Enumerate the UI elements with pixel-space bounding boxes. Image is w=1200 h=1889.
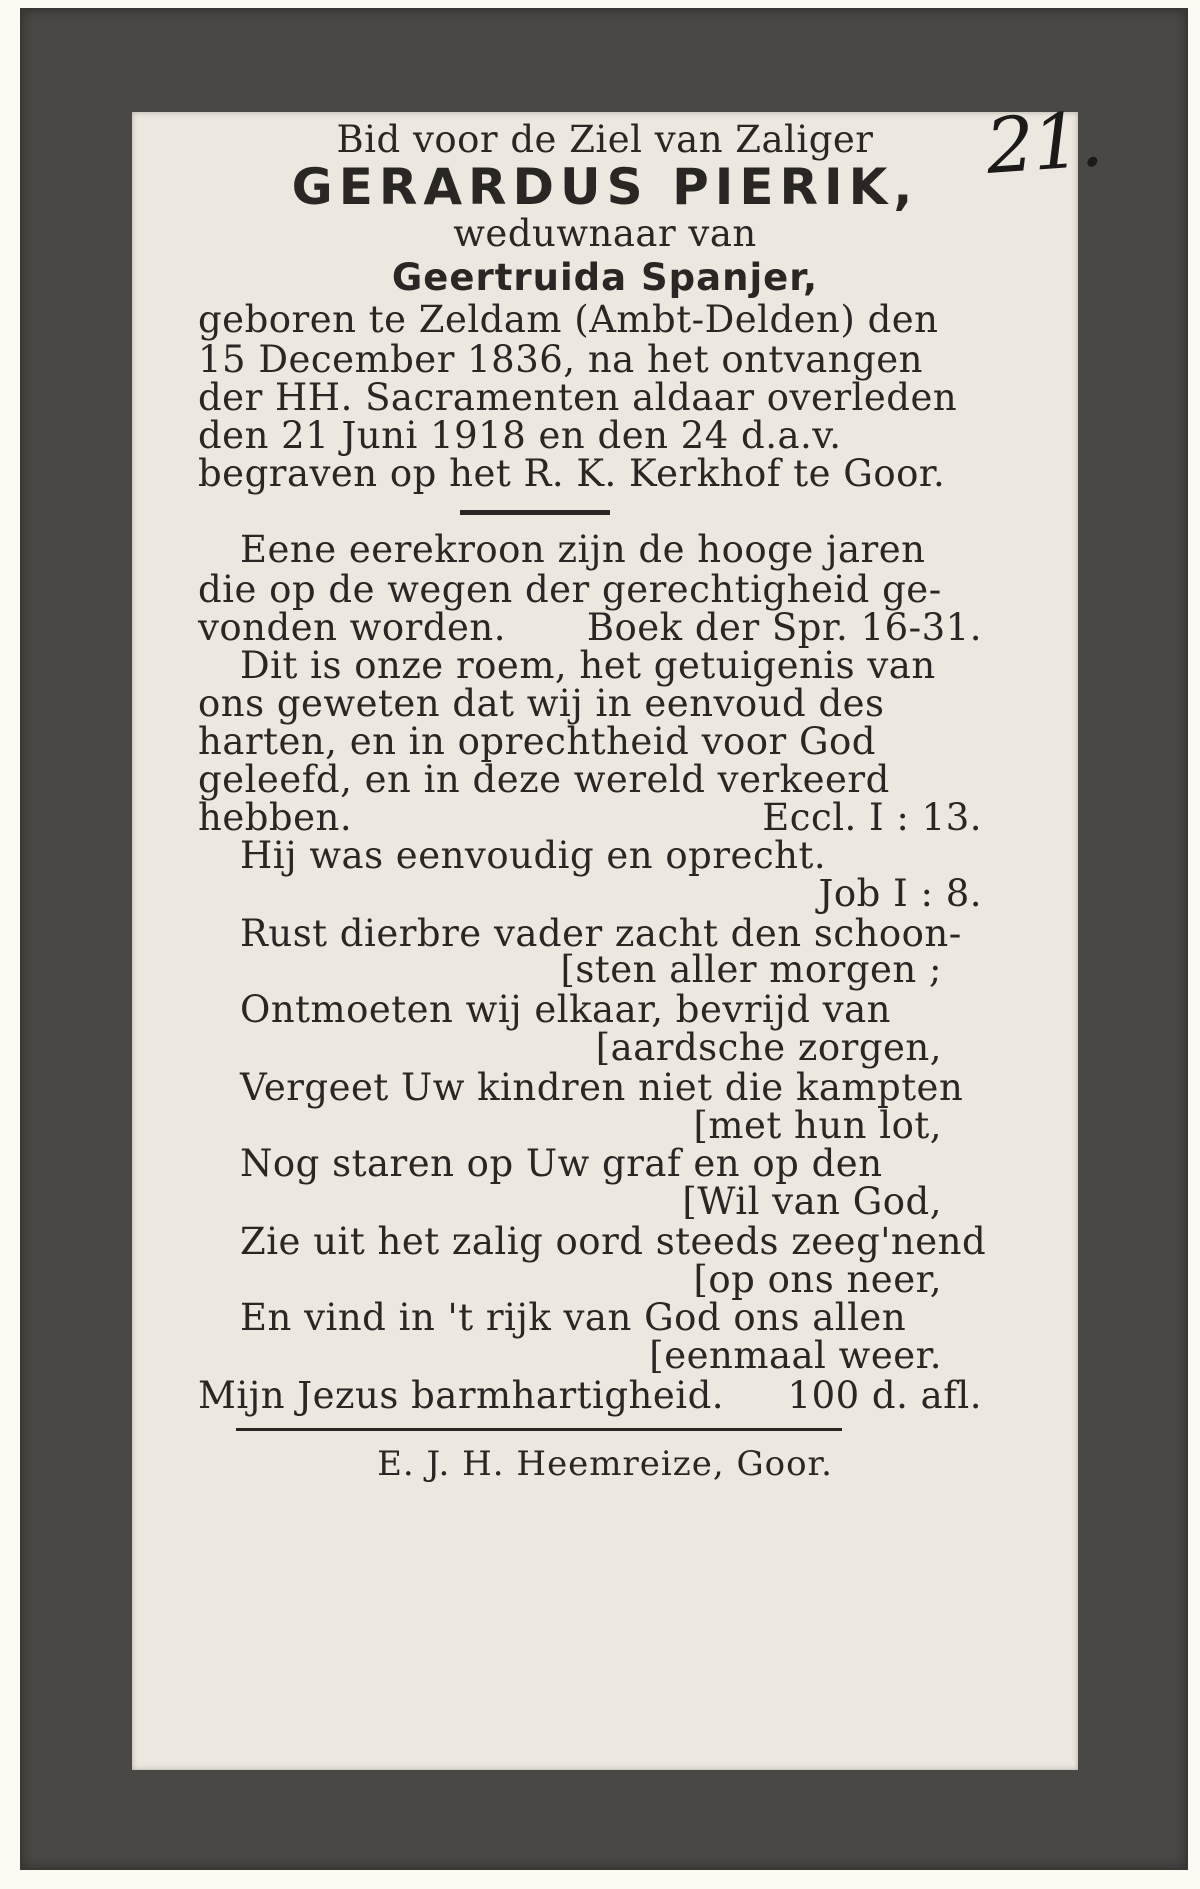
poem-line: Nog staren op Uw graf en op den [240,1142,883,1185]
card-text-panel [132,112,1078,1770]
verse-reference: Boek der Spr. 16-31. [586,606,982,649]
poem-line: Rust dierbre vader zacht den schoon- [240,912,962,955]
handwritten-number: 21. [983,94,1104,191]
poem-continuation: [Wil van God, [682,1180,942,1223]
poem-continuation: [met hun lot, [693,1104,942,1147]
printer-name: E. J. H. Heemreize, Goor. [377,1444,833,1484]
verse-line: ons geweten dat wij in eenvoud des [198,682,885,725]
prayer-intro: Bid voor de Ziel van Zaliger [336,118,874,161]
indulgence-note: 100 d. afl. [787,1374,982,1417]
verse-reference: Eccl. I : 13. [762,796,982,839]
poem-line: Vergeet Uw kindren niet die kampten [240,1066,964,1109]
verse-line: geleefd, en in deze wereld verkeerd [198,758,890,801]
verse-line: hebben. [198,796,353,839]
bio-line: geboren te Zeldam (Ambt-Delden) den [198,298,939,341]
verse-line: die op de wegen der gerechtigheid ge- [198,568,942,611]
poem-line: Ontmoeten wij elkaar, bevrijd van [240,988,892,1031]
poem-continuation: [sten aller morgen ; [560,948,942,991]
bio-line: 15 December 1836, na het ontvangen [198,338,924,381]
poem-line: En vind in 't rijk van God ons allen [240,1296,907,1339]
poem-continuation: [op ons neer, [693,1258,942,1301]
verse-line: Eene eerekroon zijn de hooge jaren [240,528,926,571]
verse-line: Dit is onze roem, het getuigenis van [240,644,936,687]
poem-continuation: [aardsche zorgen, [595,1026,942,1069]
poem-continuation: [eenmaal weer. [649,1334,942,1377]
bio-line: den 21 Juni 1918 en den 24 d.a.v. [198,414,842,457]
verse-reference: Job I : 8. [818,872,982,915]
poem-line: Zie uit het zalig oord steeds zeeg'nend [240,1220,987,1263]
memorial-card [20,8,1188,1870]
spouse-name: Geertruida Spanjer, [391,256,819,299]
closing-prayer: Mijn Jezus barmhartigheid. [198,1374,725,1417]
footer-divider [236,1428,842,1431]
relation-text: weduwnaar van [453,212,757,255]
divider [460,510,610,515]
verse-line: harten, en in oprechtheid voor God [198,720,876,763]
bio-line: begraven op het R. K. Kerkhof te Goor. [198,452,946,495]
bio-line: der HH. Sacramenten aldaar overleden [198,376,958,419]
verse-line: Hij was eenvoudig en oprecht. [240,834,827,877]
deceased-name: GERARDUS PIERIK, [291,158,919,216]
verse-line: vonden worden. [198,606,506,649]
